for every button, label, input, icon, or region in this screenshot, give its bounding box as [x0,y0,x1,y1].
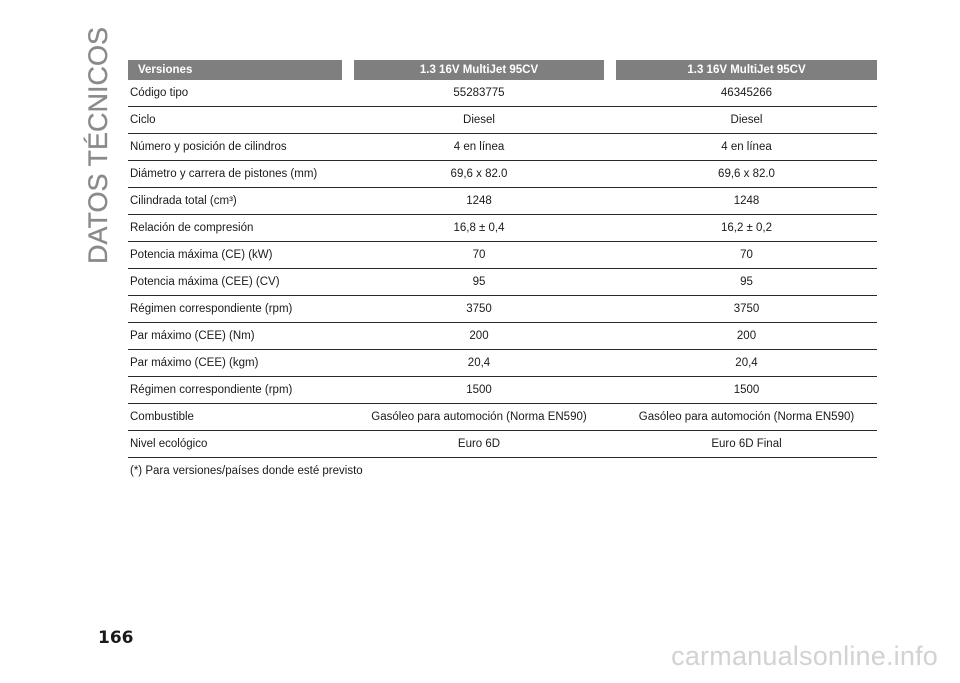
header-versiones: Versiones [128,60,342,80]
row-label: Cilindrada total (cm³) [130,195,237,207]
table-row [128,188,877,215]
section-side-title [83,26,114,264]
table-row [128,215,877,242]
row-value: 16,8 ± 0,4 [453,222,505,234]
table-row [128,134,877,161]
row-value: 46345266 [720,87,773,99]
row-label: Potencia máxima (CE) (kW) [130,249,273,261]
row-value: 69,6 x 82.0 [450,168,508,180]
row-label: Ciclo [130,114,156,126]
table-row [128,350,877,377]
row-label: Nivel ecológico [130,438,208,450]
row-value: 95 [740,276,753,288]
row-value: 69,6 x 82.0 [718,168,775,180]
row-value: 1248 [466,195,492,207]
row-value: Diesel [730,114,763,126]
row-value: 70 [740,249,753,261]
table-row [128,323,877,350]
row-value: 20,4 [467,357,491,369]
row-label: Potencia máxima (CEE) (CV) [130,276,280,288]
table-row [128,431,877,458]
table-body [128,80,877,458]
table-row [128,377,877,404]
row-value: Gasóleo para automoción (Norma EN590) [371,411,587,423]
row-value: 55283775 [453,87,505,99]
header-version-2: 1.3 16V MultiJet 95CV [616,60,877,80]
row-label: Combustible [130,411,194,423]
table-row [128,80,877,107]
row-value: 1248 [733,195,760,207]
row-label: Diámetro y carrera de pistones (mm) [130,168,318,180]
row-label: Número y posición de cilindros [130,141,287,153]
row-value: 3750 [733,303,760,315]
watermark-text: carmanualsonline.info [671,641,938,671]
row-value: 70 [472,249,486,261]
row-value: 1500 [733,384,760,396]
row-value: 4 en línea [721,141,772,153]
table-row [128,107,877,134]
table-row [128,296,877,323]
row-value: Gasóleo para automoción (Norma EN590) [638,411,855,423]
row-value: 200 [736,330,757,342]
page-number: 166 [98,628,134,648]
row-label: Régimen correspondiente (rpm) [130,303,293,315]
row-label: Par máximo (CEE) (kgm) [130,357,259,369]
table-row [128,242,877,269]
row-value: 1500 [466,384,492,396]
row-value: 4 en línea [453,141,505,153]
row-value: 200 [469,330,489,342]
row-value: Euro 6D [457,438,501,450]
row-value: 95 [472,276,486,288]
row-label: Par máximo (CEE) (Nm) [130,330,255,342]
table-row [128,161,877,188]
row-value: 3750 [466,303,492,315]
row-label: Régimen correspondiente (rpm) [130,384,293,396]
row-value: 20,4 [735,357,758,369]
table-header [128,60,877,80]
table-row [128,269,877,296]
row-label: Código tipo [130,87,189,99]
table-row [128,404,877,431]
table-footnote: (*) Para versiones/países donde esté previsto [130,465,363,477]
section-title-text: DATOS TÉCNICOS [83,26,114,264]
row-value: 16,2 ± 0,2 [720,222,773,234]
header-version-1: 1.3 16V MultiJet 95CV [354,60,604,80]
row-label: Relación de compresión [130,222,254,234]
row-value: Euro 6D Final [711,438,782,450]
engine-spec-table [128,60,877,477]
row-value: Diesel [463,114,495,126]
